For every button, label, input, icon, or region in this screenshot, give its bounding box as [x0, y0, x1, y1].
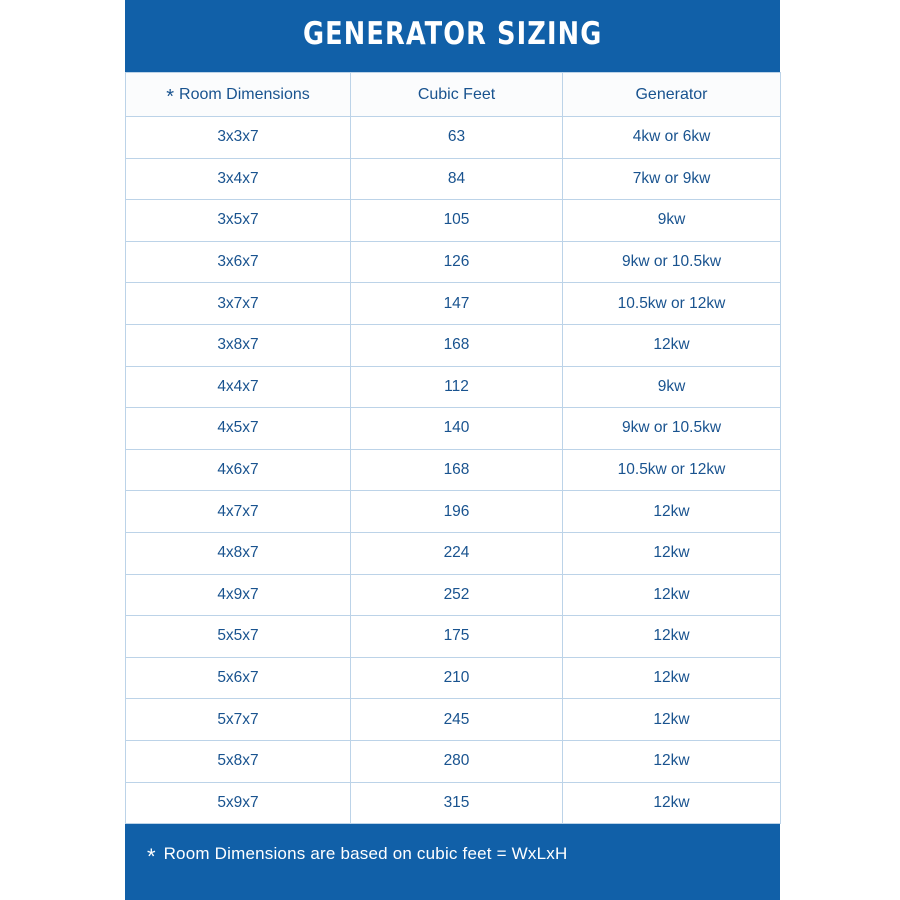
- cell-cubic-feet: 252: [351, 574, 563, 616]
- cell-cubic-feet: 105: [351, 200, 563, 242]
- table-row: [126, 491, 781, 533]
- cell-generator: 9kw or 10.5kw: [563, 241, 781, 283]
- cell-room-dimensions: 4x4x7: [126, 366, 351, 408]
- table-row: [126, 699, 781, 741]
- cell-generator: 12kw: [563, 740, 781, 782]
- cell-room-dimensions: 3x5x7: [126, 200, 351, 242]
- table-row: [126, 283, 781, 325]
- asterisk-marker: *: [166, 85, 175, 108]
- cell-generator: 7kw or 9kw: [563, 158, 781, 200]
- cell-cubic-feet: 224: [351, 532, 563, 574]
- cell-generator: 12kw: [563, 616, 781, 658]
- cell-generator: 12kw: [563, 782, 781, 824]
- page-title: GENERATOR SIZING: [302, 16, 603, 52]
- table-row: [126, 657, 781, 699]
- sizing-table-container: [125, 72, 780, 824]
- cell-cubic-feet: 280: [351, 740, 563, 782]
- cell-room-dimensions: 3x8x7: [126, 324, 351, 366]
- cell-room-dimensions: 4x7x7: [126, 491, 351, 533]
- cell-generator: 12kw: [563, 574, 781, 616]
- cell-room-dimensions: 3x7x7: [126, 283, 351, 325]
- table-header: [126, 73, 781, 117]
- column-header-cubic-feet: Cubic Feet: [351, 73, 563, 117]
- cell-room-dimensions: 4x6x7: [126, 449, 351, 491]
- cell-room-dimensions: 3x3x7: [126, 117, 351, 159]
- column-header-room-dimensions: [126, 73, 351, 117]
- footnote: [125, 808, 780, 900]
- title-bar: [125, 0, 780, 68]
- table-body: [126, 117, 781, 824]
- cell-cubic-feet: 315: [351, 782, 563, 824]
- cell-generator: 10.5kw or 12kw: [563, 449, 781, 491]
- cell-cubic-feet: 175: [351, 616, 563, 658]
- cell-cubic-feet: 126: [351, 241, 563, 283]
- cell-room-dimensions: 5x5x7: [126, 616, 351, 658]
- cell-cubic-feet: 112: [351, 366, 563, 408]
- table-row: [126, 616, 781, 658]
- cell-cubic-feet: 147: [351, 283, 563, 325]
- cell-cubic-feet: 196: [351, 491, 563, 533]
- table-row: [126, 740, 781, 782]
- table-header-row: [126, 73, 781, 117]
- table-row: [126, 117, 781, 159]
- table-row: [126, 158, 781, 200]
- cell-room-dimensions: 5x9x7: [126, 782, 351, 824]
- cell-cubic-feet: 210: [351, 657, 563, 699]
- cell-generator: 10.5kw or 12kw: [563, 283, 781, 325]
- cell-generator: 12kw: [563, 699, 781, 741]
- cell-room-dimensions: 3x4x7: [126, 158, 351, 200]
- cell-cubic-feet: 168: [351, 449, 563, 491]
- cell-room-dimensions: 4x8x7: [126, 532, 351, 574]
- cell-room-dimensions: 5x7x7: [126, 699, 351, 741]
- cell-generator: 9kw: [563, 200, 781, 242]
- cell-room-dimensions: 4x5x7: [126, 408, 351, 450]
- cell-room-dimensions: 3x6x7: [126, 241, 351, 283]
- cell-room-dimensions: 5x6x7: [126, 657, 351, 699]
- cell-generator: 12kw: [563, 532, 781, 574]
- column-header-room-dimensions-label: Room Dimensions: [179, 85, 310, 103]
- cell-cubic-feet: 245: [351, 699, 563, 741]
- footnote-text: Room Dimensions are based on cubic feet = WxLxH: [163, 844, 568, 863]
- cell-cubic-feet: 84: [351, 158, 563, 200]
- table-row: [126, 241, 781, 283]
- cell-generator: 4kw or 6kw: [563, 117, 781, 159]
- cell-room-dimensions: 5x8x7: [126, 740, 351, 782]
- cell-cubic-feet: 140: [351, 408, 563, 450]
- cell-generator: 9kw: [563, 366, 781, 408]
- cell-room-dimensions: 4x9x7: [126, 574, 351, 616]
- cell-generator: 12kw: [563, 324, 781, 366]
- cell-generator: 12kw: [563, 657, 781, 699]
- cell-cubic-feet: 63: [351, 117, 563, 159]
- table-row: [126, 574, 781, 616]
- table-row: [126, 449, 781, 491]
- table-row: [126, 324, 781, 366]
- table-row: [126, 532, 781, 574]
- table-row: [126, 366, 781, 408]
- cell-cubic-feet: 168: [351, 324, 563, 366]
- table-row: [126, 408, 781, 450]
- cell-generator: 12kw: [563, 491, 781, 533]
- generator-sizing-table: [125, 72, 781, 824]
- asterisk-icon: *: [147, 844, 156, 869]
- cell-generator: 9kw or 10.5kw: [563, 408, 781, 450]
- column-header-generator: Generator: [563, 73, 781, 117]
- table-row: [126, 200, 781, 242]
